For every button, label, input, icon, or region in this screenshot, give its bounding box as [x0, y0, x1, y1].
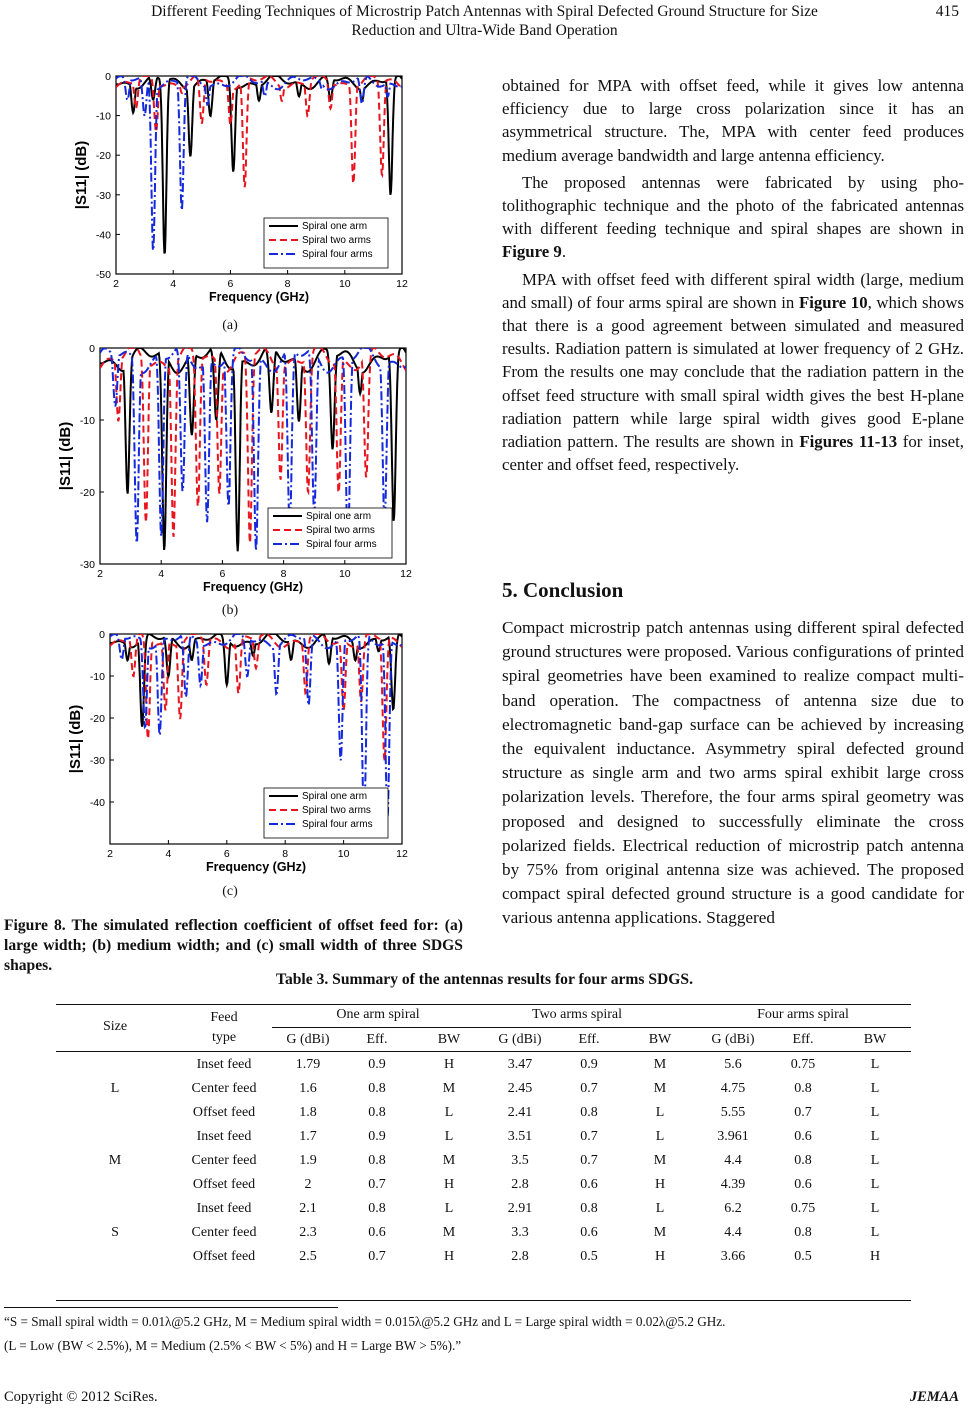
table-cell: 0.7: [580, 1129, 598, 1144]
x-tick-label: 4: [158, 568, 165, 580]
table-cell: 4.4: [724, 1225, 742, 1240]
table-cell: 0.9: [368, 1057, 386, 1072]
y-axis-label: |S11| (dB): [57, 421, 74, 491]
table-cell: H: [443, 1177, 455, 1192]
x-tick-label: 10: [337, 848, 350, 860]
table-cell: 1.8: [299, 1105, 317, 1120]
table-cell: 3.66: [720, 1249, 746, 1264]
table-cell: L: [444, 1201, 454, 1216]
header-subcolumn: BW: [648, 1032, 672, 1047]
table-cell: M: [653, 1153, 667, 1168]
chart-c: [52, 626, 408, 878]
table-cell: 1.6: [299, 1081, 317, 1096]
table-cell: 0.7: [580, 1081, 598, 1096]
table-cell: H: [654, 1249, 666, 1264]
legend-label: Spiral four arms: [306, 539, 377, 550]
table-cell: 0.6: [794, 1177, 812, 1192]
table-cell: H: [654, 1177, 666, 1192]
journal-name: JEMAA: [909, 1389, 959, 1405]
table-cell: M: [442, 1225, 456, 1240]
table-cell: 0.5: [794, 1249, 812, 1264]
table-cell: 0.8: [580, 1201, 598, 1216]
header-one-arm: One arm spiral: [336, 1007, 420, 1022]
table-cell: 0.8: [794, 1081, 812, 1096]
table-cell: 1.9: [299, 1153, 317, 1168]
x-tick-label: 12: [396, 278, 408, 290]
table-cell: 0.8: [368, 1153, 386, 1168]
x-axis-label: Frequency (GHz): [205, 860, 307, 874]
table-cell: 2.8: [511, 1249, 529, 1264]
y-tick-label: 0: [99, 629, 105, 641]
x-tick-label: 4: [170, 278, 177, 290]
table-cell: 0.75: [790, 1201, 816, 1216]
running-title-line2: Reduction and Ultra-Wide Band Operation: [351, 22, 618, 39]
section-heading: 5. Conclusion: [502, 578, 624, 602]
y-tick-label: -30: [89, 755, 105, 767]
paragraph: [502, 171, 964, 264]
x-tick-label: 10: [338, 568, 351, 580]
table-cell: M: [442, 1153, 456, 1168]
header-mid-rule: [272, 1027, 911, 1028]
table-cell: L: [870, 1081, 880, 1096]
table-cell: 2.41: [507, 1105, 533, 1120]
header-bottom-rule: [56, 1051, 911, 1052]
legend-label: Spiral one arm: [302, 791, 368, 802]
x-tick-label: 8: [284, 278, 291, 290]
table-cell: 4.39: [720, 1177, 746, 1192]
table-cell: M: [442, 1081, 456, 1096]
subfigure-label-c: (c): [222, 884, 238, 899]
header-subcolumn: Eff.: [578, 1032, 600, 1047]
text-run: .: [561, 242, 567, 262]
feed-type-cell: Inset feed: [196, 1129, 252, 1144]
x-tick-label: 4: [165, 848, 172, 860]
x-tick-label: 8: [280, 568, 287, 580]
table-cell: L: [870, 1153, 880, 1168]
header-subcolumn: BW: [437, 1032, 461, 1047]
y-axis-label: |S11| (dB): [73, 140, 90, 210]
table-cell: 2.3: [299, 1225, 317, 1240]
legend-label: Spiral two arms: [302, 805, 371, 816]
table-cell: 2.8: [511, 1177, 529, 1192]
figure-caption: Figure 8. The simulated reflection coefficient of offset feed for: (a) large width; (b) medium width; and (c) small width of three SDGS shapes.: [4, 917, 463, 974]
table-cell: 0.8: [580, 1105, 598, 1120]
x-tick-label: 2: [113, 278, 119, 290]
table-cell: L: [870, 1225, 880, 1240]
y-axis-label: |S11| (dB): [67, 704, 84, 774]
legend-label: Spiral one arm: [302, 221, 368, 232]
legend-label: Spiral four arms: [302, 819, 373, 830]
legend-label: Spiral two arms: [302, 235, 371, 246]
text-run: MPA with offset feed with different spiral width (large, medium and small) of four arms spiral are shown in: [502, 269, 964, 312]
header-four-arms: Four arms spiral: [757, 1007, 849, 1022]
header-subcolumn: G (dBi): [286, 1032, 330, 1047]
figure-ref: Figures 11-13: [799, 432, 898, 452]
x-tick-label: 8: [282, 848, 289, 860]
table-bottom-rule: [56, 1300, 911, 1301]
feed-type-cell: Offset feed: [192, 1177, 256, 1192]
x-tick-label: 2: [107, 848, 113, 860]
feed-type-cell: Offset feed: [192, 1249, 256, 1264]
legend-label: Spiral one arm: [306, 511, 372, 522]
y-tick-label: -40: [89, 797, 105, 809]
table-cell: 0.8: [368, 1201, 386, 1216]
page-number: 415: [935, 3, 959, 20]
paragraph: obtained for MPA with offset feed, while it gives low antenna efficiency due to large cross polarization since it has an asymmetrical structure. The, MPA with center feed produces medium average bandwidth and large antenna efficiency.: [502, 76, 964, 165]
feed-type-cell: Center feed: [191, 1153, 257, 1168]
header-feed: type: [211, 1030, 237, 1045]
x-tick-label: 2: [97, 568, 103, 580]
table-cell: M: [653, 1225, 667, 1240]
x-tick-label: 6: [223, 848, 230, 860]
size-cell: M: [108, 1153, 122, 1168]
header-subcolumn: G (dBi): [711, 1032, 755, 1047]
table-cell: 0.7: [368, 1177, 386, 1192]
table-cell: 3.3: [511, 1225, 529, 1240]
table-cell: 0.6: [794, 1129, 812, 1144]
table-cell: 2.5: [299, 1249, 317, 1264]
figure-ref: Figure 9: [502, 242, 562, 262]
table-cell: 1.79: [295, 1057, 321, 1072]
header-subcolumn: Eff.: [792, 1032, 814, 1047]
table-note-1: “S = Small spiral width = 0.01λ@5.2 GHz, M = Medium spiral width = 0.015λ@5.2 GHz and L = Large spiral width = 0.02λ@5.2 GHz.: [4, 1314, 726, 1329]
header-two-arms: Two arms spiral: [531, 1007, 623, 1022]
header-subcolumn: Eff.: [366, 1032, 388, 1047]
running-title-line1: Different Feeding Techniques of Microstrip Patch Antennas with Spiral Defected Ground Structure for Size: [151, 3, 818, 20]
size-cell: S: [111, 1225, 119, 1240]
header-subcolumn: BW: [863, 1032, 887, 1047]
table-cell: 1.7: [299, 1129, 317, 1144]
y-tick-label: -20: [95, 150, 111, 163]
table-cell: H: [443, 1057, 455, 1072]
table-cell: 0.6: [580, 1177, 598, 1192]
table-cell: L: [870, 1105, 880, 1120]
table-cell: 2.1: [299, 1201, 317, 1216]
table-cell: 0.6: [580, 1225, 598, 1240]
table-cell: 0.7: [368, 1249, 386, 1264]
subfigure-label-a: (a): [222, 318, 238, 333]
table-cell: H: [443, 1249, 455, 1264]
table-cell: 3.5: [511, 1153, 529, 1168]
y-tick-label: -10: [89, 671, 105, 683]
x-tick-label: 6: [227, 278, 234, 290]
y-tick-label: -50: [95, 269, 111, 281]
table-cell: 0.9: [368, 1129, 386, 1144]
table-cell: 0.6: [368, 1225, 386, 1240]
table-title: Table 3. Summary of the antennas results for four arms SDGS.: [275, 971, 694, 988]
feed-type-cell: Offset feed: [192, 1105, 256, 1120]
x-axis-label: Frequency (GHz): [202, 580, 304, 594]
header-feed: Feed: [210, 1010, 238, 1025]
table-cell: L: [870, 1057, 880, 1072]
table-cell: 0.5: [580, 1249, 598, 1264]
header-size: Size: [102, 1019, 128, 1034]
table-cell: 5.6: [724, 1057, 742, 1072]
y-tick-label: 0: [105, 71, 111, 83]
table-cell: 2: [304, 1177, 312, 1192]
y-tick-label: -20: [89, 713, 105, 725]
paragraph: [502, 268, 964, 477]
y-tick-label: -30: [79, 559, 95, 571]
table-cell: 4.75: [720, 1081, 746, 1096]
conclusion-text: [502, 616, 964, 931]
feed-type-cell: Center feed: [191, 1081, 257, 1096]
right-column-text: [502, 74, 964, 476]
table-cell: 3.961: [717, 1129, 749, 1144]
table-cell: 0.8: [794, 1153, 812, 1168]
table-cell: L: [444, 1129, 454, 1144]
legend-label: Spiral four arms: [302, 249, 373, 260]
table-cell: 0.8: [794, 1225, 812, 1240]
text-run: , which shows that there is a good agreement between simulated and measured results. Radiation pattern is simulated at lower frequency of 2 GHz. From the results one may conclude that the radiation pattern in the offset feed structure with small spiral width gives the best H-plane radiation pattern while large spiral width gives good E-plane radiation pattern. The results are shown in: [502, 292, 964, 452]
header-subcolumn: G (dBi): [498, 1032, 542, 1047]
y-tick-label: -30: [95, 189, 111, 202]
table-top-rule: [56, 1004, 911, 1005]
y-tick-label: -40: [95, 229, 111, 242]
paragraph: Compact microstrip patch antennas using different spiral defected ground structures were proposed. Various configurations of printed spiral geometries have been examined to realize compact multi-band operation. The compactness of antenna size due to electromagnetic band-gap surface can be achieved by increasing the equivalent inductance. Asymmetry spiral defected ground structure as single arm and two arms spiral exhibit large cross polarization levels. Therefore, the four arms spiral geometry was proposed and designed to successfully eliminate the cross polarized fields. Electrical reduction of microstrip patch antenna by 75% from original antenna size was achieved. The proposed compact spiral defected ground structure is a good candidate for various antenna applications. Staggered: [502, 618, 964, 928]
y-tick-label: -20: [79, 487, 95, 499]
chart-b: [42, 340, 412, 598]
table-cell: 6.2: [724, 1201, 742, 1216]
footnote-rule: [4, 1307, 338, 1308]
y-tick-label: -10: [95, 110, 111, 123]
text-run: The proposed antennas were fabricated by using photolithographic technique and the photo of the fabricated antennas with different feeding technique and spiral shapes are shown in: [502, 172, 964, 239]
size-cell: L: [110, 1081, 120, 1096]
table-cell: L: [655, 1105, 665, 1120]
y-tick-label: 0: [89, 343, 95, 355]
table-cell: 4.4: [724, 1153, 742, 1168]
table-cell: 3.47: [507, 1057, 533, 1072]
x-tick-label: 6: [219, 568, 226, 580]
subfigure-label-b: (b): [221, 603, 239, 618]
feed-type-cell: Inset feed: [196, 1057, 252, 1072]
table-cell: H: [869, 1249, 881, 1264]
table-cell: 5.55: [720, 1105, 746, 1120]
table-cell: L: [444, 1105, 454, 1120]
feed-type-cell: Inset feed: [196, 1201, 252, 1216]
figure-ref: Figure 10: [798, 292, 868, 312]
table-cell: 2.91: [507, 1201, 533, 1216]
x-axis-label: Frequency (GHz): [208, 290, 310, 304]
table-cell: 0.8: [368, 1105, 386, 1120]
table-cell: M: [653, 1057, 667, 1072]
table-cell: 2.45: [507, 1081, 533, 1096]
table-cell: L: [870, 1177, 880, 1192]
x-tick-label: 10: [338, 278, 351, 290]
table-note-2: (L = Low (BW < 2.5%), M = Medium (2.5% < BW < 5%) and H = Large BW > 5%).”: [4, 1338, 462, 1353]
table-cell: 0.7: [794, 1105, 812, 1120]
table-cell: L: [870, 1201, 880, 1216]
table-cell: 0.7: [580, 1153, 598, 1168]
table-cell: 0.9: [580, 1057, 598, 1072]
table-cell: L: [655, 1129, 665, 1144]
chart-a: [58, 68, 408, 308]
legend-label: Spiral two arms: [306, 525, 375, 536]
table-cell: 0.8: [368, 1081, 386, 1096]
y-tick-label: -10: [79, 415, 95, 427]
text-run: for inset, center and offset feed, respectively.: [502, 432, 964, 475]
table-cell: M: [653, 1081, 667, 1096]
table-cell: 3.51: [507, 1129, 533, 1144]
copyright: Copyright © 2012 SciRes.: [4, 1389, 158, 1405]
table-cell: L: [870, 1129, 880, 1144]
x-tick-label: 12: [396, 848, 408, 860]
x-tick-label: 12: [400, 568, 412, 580]
table-cell: L: [655, 1201, 665, 1216]
feed-type-cell: Center feed: [191, 1225, 257, 1240]
table-cell: 0.75: [790, 1057, 816, 1072]
